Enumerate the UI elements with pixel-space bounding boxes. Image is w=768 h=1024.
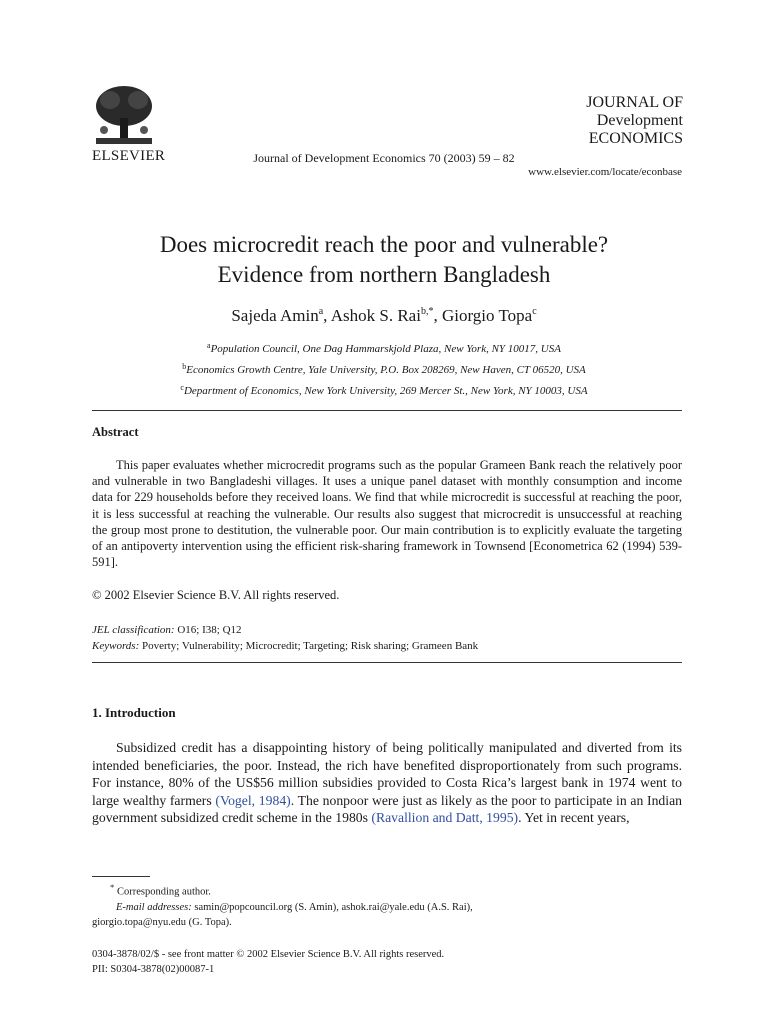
author-affil-mark: a xyxy=(318,306,324,317)
journal-title-line: ECONOMICS xyxy=(588,130,683,147)
affiliation-line: $^b$Economics Growth Centre, Yale University, P.O. Box 208269, New Haven, CT 06520, USA xyxy=(182,362,586,376)
journal-title xyxy=(520,94,683,148)
title-line: Does microcredit reach the poor and vulnerable? xyxy=(159,232,609,257)
classification-block xyxy=(92,622,478,654)
author-name: Sajeda Amin xyxy=(231,306,319,325)
elsevier-tree-logo xyxy=(92,82,156,148)
abstract-body xyxy=(92,457,682,570)
affiliation-line: $^a$Population Council, One Dag Hammarskjold Plaza, New York, NY 10017, USA xyxy=(207,341,561,355)
issn-block xyxy=(92,947,444,977)
section-heading: 1. Introduction xyxy=(92,705,176,720)
pii-line: PII: S0304-3878(02)00087-1 xyxy=(92,964,215,975)
author-affil-mark: c xyxy=(532,306,537,317)
citation-link[interactable]: (Vogel, 1984) xyxy=(215,792,291,808)
author-name: Ashok S. Rai xyxy=(330,306,421,325)
email-note-cont: giorgio.topa@nyu.edu (G. Topa). xyxy=(92,916,232,928)
abstract-copyright: © 2002 Elsevier Science B.V. All rights reserved. xyxy=(92,588,340,602)
publisher-name: ELSEVIER xyxy=(92,148,166,164)
intro-paragraph: Subsidized credit has a disappointing history of being politically manipulated and diverted from its intended beneficiaries, the poor. Instead, the rich have benefited disproportionately from such programs. For instance, 80% of the US$56 million subsidies provided to Costa Rica’s largest bank in 1974 went to large wealthy farmers (Vogel, 1984). The nonpoor were just as likely as the poor to participate in an Indian government subsidized credit scheme in the 1980s (Ravallion and Datt, 1995). Yet in recent years, xyxy=(92,740,682,826)
journal-title-line: Development xyxy=(596,112,683,129)
paper-title xyxy=(0,230,768,290)
author-list: Sajeda Amin$^a$, Ashok S. Rai$^{b,*}$, Giorgio Topa$^c$ xyxy=(231,306,537,325)
abstract-heading: Abstract xyxy=(92,425,139,439)
journal-url[interactable]: www.elsevier.com/locate/econbase xyxy=(528,166,682,178)
journal-citation: Journal of Development Economics 70 (2003) 59 – 82 xyxy=(253,151,515,165)
footnotes xyxy=(92,880,682,930)
divider xyxy=(92,410,682,411)
citation-link[interactable]: (Ravallion and Datt, 1995) xyxy=(371,810,519,826)
intro-body xyxy=(92,739,682,827)
affiliation-line: $^c$Department of Economics, New York University, 269 Mercer St., New York, NY 10003, USA xyxy=(180,383,588,397)
divider xyxy=(92,662,682,663)
jel-line: JEL classification: O16; I38; Q12 xyxy=(92,624,242,636)
author-affil-mark: b,* xyxy=(420,306,434,317)
abstract-text: This paper evaluates whether microcredit programs such as the popular Grameen Bank reach the relatively poor and vulnerable in two Bangladeshi villages. It uses a unique panel dataset with monthly consumption and income data for 229 households before they received loans. We find that while microcredit is successful at reaching the poor, it is less successful at reaching the vulnerable. Our results also suggest that microcredit is unsuccessful at reaching the group most prone to destitution, the vulnerable poor. Our main contribution is to explicitly evaluate the targeting of an antipoverty intervention using the efficient risk-sharing framework in Townsend [Econometrica 62 (1994) 539-591]. xyxy=(92,458,682,570)
corresponding-author-note: * Corresponding author. xyxy=(110,882,211,898)
title-line: Evidence from northern Bangladesh xyxy=(217,262,551,287)
journal-title-line: JOURNAL OF xyxy=(586,94,683,111)
keywords-line: Keywords: Poverty; Vulnerability; Microcredit; Targeting; Risk sharing; Grameen Bank xyxy=(92,640,479,652)
author-name: Giorgio Topa xyxy=(441,306,533,325)
affiliations xyxy=(0,337,768,400)
issn-line: 0304-3878/02/$ - see front matter © 2002 Elsevier Science B.V. All rights reserved. xyxy=(92,949,445,960)
footnote-divider xyxy=(92,876,150,877)
email-note: E-mail addresses: samin@popcouncil.org (S. Amin), ashok.rai@yale.edu (A.S. Rai), xyxy=(116,901,473,913)
